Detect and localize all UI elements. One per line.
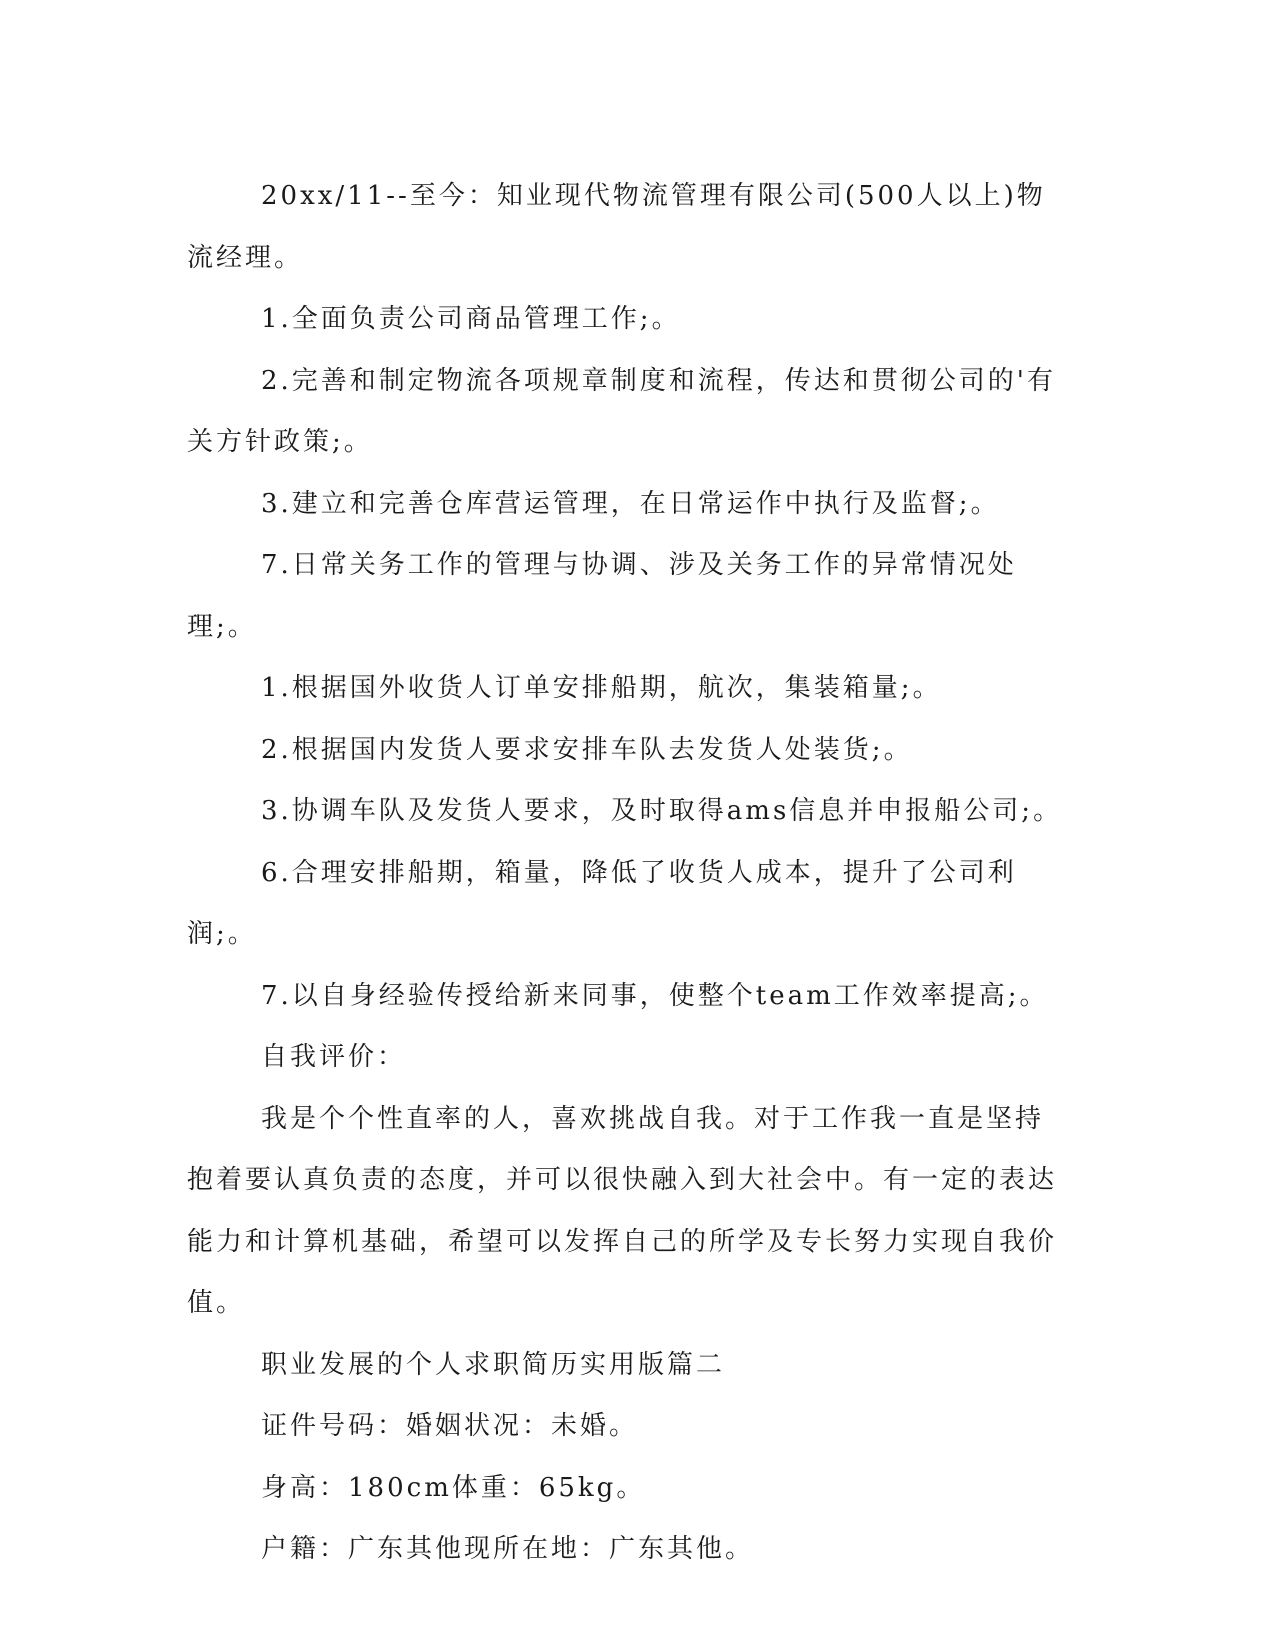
section-heading-self-evaluation: 自我评价： [261, 1042, 407, 1072]
paragraph-task-1: 1.根据国外收货人订单安排船期，航次，集装箱量;。 [261, 673, 942, 703]
paragraph-task-3: 3.协调车队及发货人要求，及时取得ams信息并申报船公司;。 [261, 796, 1063, 826]
paragraph-id-marital: 证件号码：婚姻状况：未婚。 [261, 1411, 639, 1441]
paragraph-duty-2: 2.完善和制定物流各项规章制度和流程，传达和贯彻公司的'有关方针政策;。 [187, 365, 1056, 457]
paragraph-task-6: 6.合理安排船期，箱量，降低了收货人成本，提升了公司利润;。 [187, 857, 1017, 949]
paragraph-task-7: 7.以自身经验传授给新来同事，使整个team工作效率提高;。 [261, 980, 1049, 1011]
paragraph-task-2: 2.根据国内发货人要求安排车队去发货人处装货;。 [261, 734, 913, 765]
paragraph-duty-1: 1.全面负责公司商品管理工作;。 [261, 304, 681, 334]
paragraph-height-weight: 身高：180cm体重：65kg。 [261, 1472, 646, 1503]
paragraph-household: 户籍：广东其他现所在地：广东其他。 [261, 1534, 755, 1564]
paragraph-duty-7: 7.日常关务工作的管理与协调、涉及关务工作的异常情况处理;。 [187, 550, 1017, 642]
paragraph-duty-3: 3.建立和完善仓库营运管理，在日常运作中执行及监督;。 [261, 488, 1000, 519]
section-heading-resume-two: 职业发展的个人求职简历实用版篇二 [261, 1349, 726, 1380]
paragraph-work-period: 20xx/11--至今：知业现代物流管理有限公司(500人以上)物流经理。 [187, 181, 1046, 273]
document-body [187, 166, 1067, 1581]
paragraph-self-evaluation: 我是个个性直率的人，喜欢挑战自我。对于工作我一直是坚持抱着要认真负责的态度，并可以很快融入到大社会中。有一定的表达能力和计算机基础，希望可以发挥自己的所学及专长努力实现自我价值。 [187, 1103, 1058, 1318]
